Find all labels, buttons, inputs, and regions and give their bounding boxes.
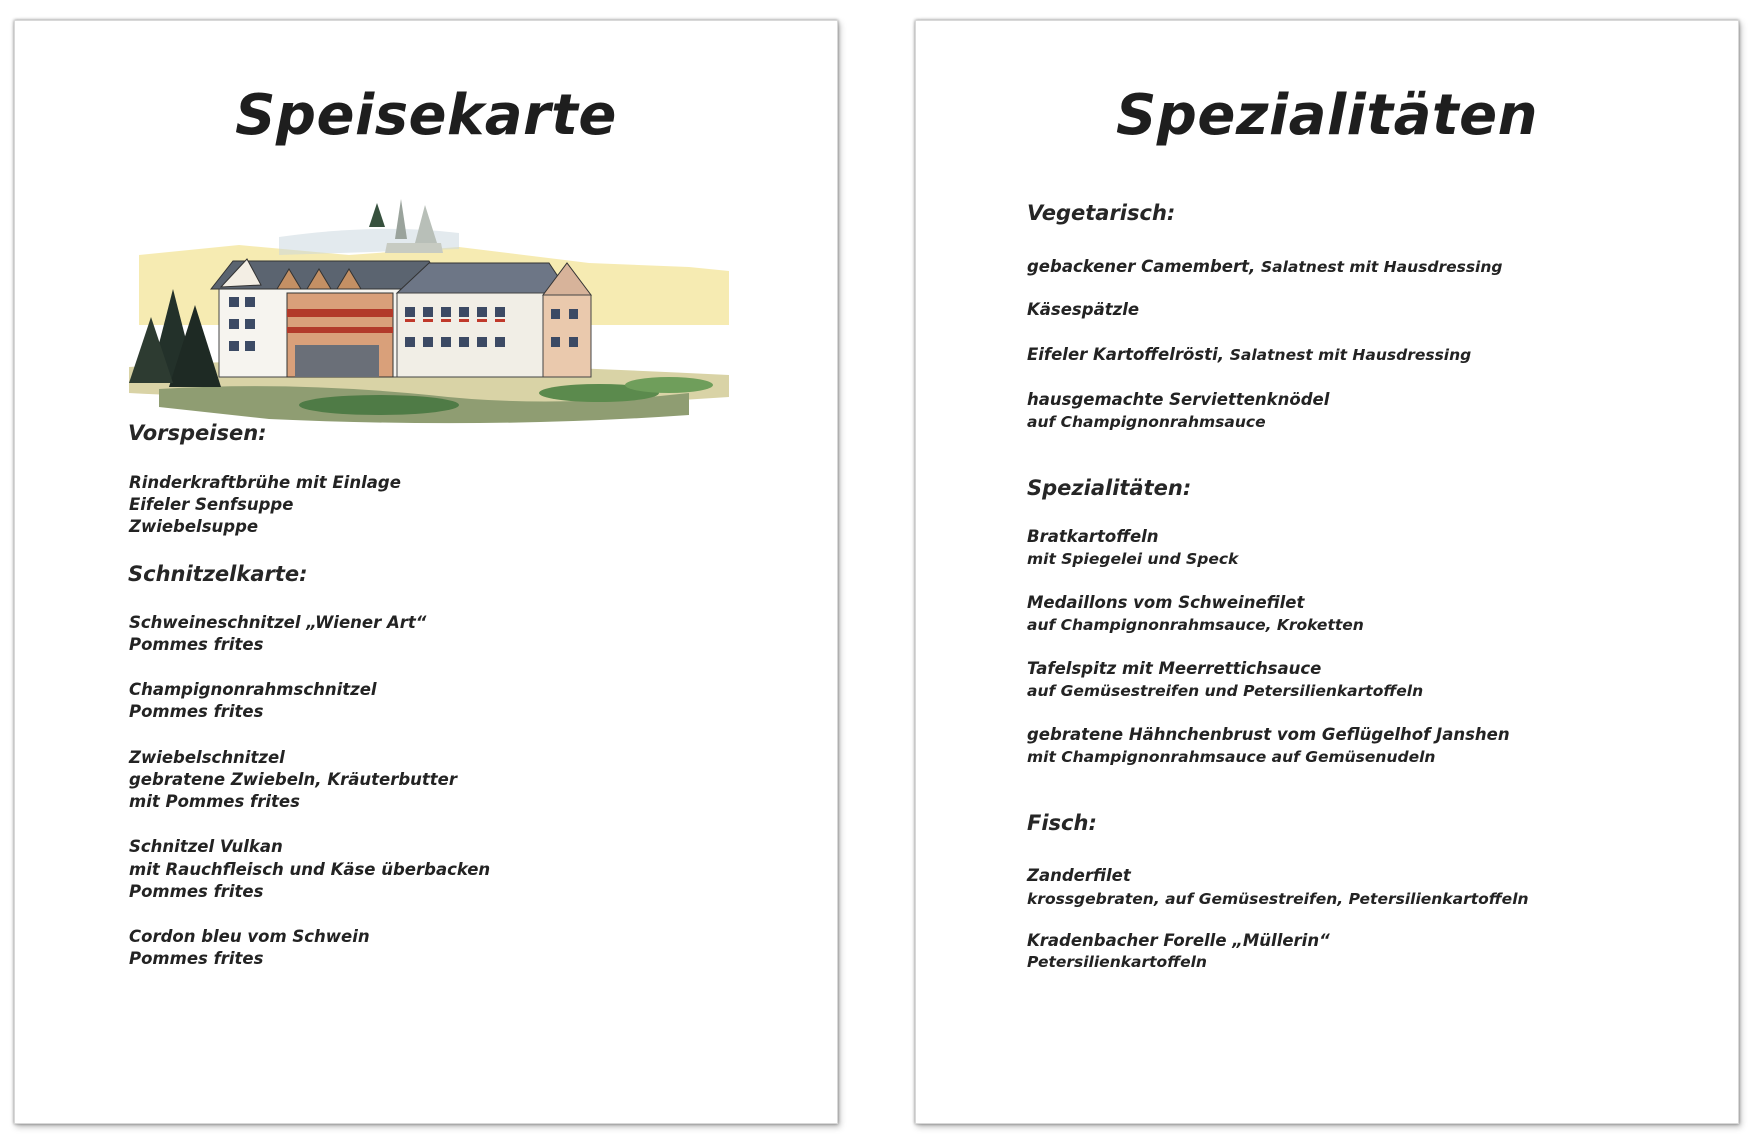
menu-item-name: Medaillons vom Schweinefilet — [1027, 593, 1305, 612]
menu-item-sub: krossgebraten, auf Gemüsestreifen, Petersilienkartoffeln — [1027, 890, 1529, 908]
menu-item-line: gebratene Zwiebeln, Kräuterbutter — [129, 770, 457, 789]
menu-item — [1027, 257, 1503, 276]
section-heading-vegetarisch: Vegetarisch: — [1027, 201, 1176, 225]
menu-item-detail: Salatnest mit Hausdressing — [1261, 258, 1503, 276]
menu-item-line: mit Rauchfleisch und Käse überbacken — [129, 860, 491, 879]
menu-item-line: Zwiebelschnitzel — [129, 748, 285, 767]
menu-item-name: Käsespätzle — [1027, 300, 1140, 319]
menu-item-sub: mit Spiegelei und Speck — [1027, 550, 1239, 568]
menu-item-sub: Petersilienkartoffeln — [1027, 953, 1207, 971]
menu-page-speisekarte — [14, 20, 838, 1124]
section-heading-schnitzelkarte: Schnitzelkarte: — [128, 562, 308, 586]
menu-item-line: Pommes frites — [129, 702, 264, 721]
page-title: Speisekarte — [235, 83, 617, 148]
menu-item-name: gebackener Camembert, — [1027, 257, 1256, 276]
hotel-sketch-image — [129, 197, 741, 433]
menu-item — [1027, 345, 1471, 364]
menu-item-line: Schweineschnitzel „Wiener Art“ — [129, 613, 427, 632]
menu-item-sub: mit Champignonrahmsauce auf Gemüsenudeln — [1027, 748, 1436, 766]
menu-item-line: Rinderkraftbrühe mit Einlage — [129, 473, 401, 492]
menu-item-name: Bratkartoffeln — [1027, 527, 1159, 546]
menu-item-name: Kradenbacher Forelle „Müllerin“ — [1027, 931, 1330, 950]
menu-item-line: Pommes frites — [129, 635, 264, 654]
menu-item-name: Zanderfilet — [1027, 866, 1131, 885]
menu-item-sub: auf Gemüsestreifen und Petersilienkartoffeln — [1027, 682, 1424, 700]
menu-item-name: gebratene Hähnchenbrust vom Geflügelhof Janshen — [1027, 725, 1510, 744]
menu-item-line: Champignonrahmschnitzel — [129, 680, 377, 699]
page-title: Spezialitäten — [1115, 83, 1539, 148]
section-heading-fisch: Fisch: — [1027, 811, 1097, 835]
menu-item-line: Cordon bleu vom Schwein — [129, 927, 370, 946]
menu-item-line: Eifeler Senfsuppe — [129, 495, 294, 514]
menu-item-name: hausgemachte Serviettenknödel — [1027, 390, 1330, 409]
menu-page-spezialitaeten — [915, 20, 1739, 1124]
section-heading-vorspeisen: Vorspeisen: — [128, 421, 267, 445]
menu-item-name: Eifeler Kartoffelrösti, — [1027, 345, 1224, 364]
menu-item-line: Zwiebelsuppe — [129, 517, 259, 536]
menu-item-sub: auf Champignonrahmsauce — [1027, 413, 1266, 431]
menu-item-line: mit Pommes frites — [129, 792, 300, 811]
menu-item-name: Tafelspitz mit Meerrettichsauce — [1027, 659, 1322, 678]
menu-item-line: Schnitzel Vulkan — [129, 837, 283, 856]
menu-item-sub: auf Champignonrahmsauce, Kroketten — [1027, 616, 1364, 634]
menu-item-line: Pommes frites — [129, 949, 264, 968]
section-heading-spezialitaeten: Spezialitäten: — [1027, 476, 1192, 500]
menu-item-detail: Salatnest mit Hausdressing — [1229, 346, 1472, 364]
menu-item-line: Pommes frites — [129, 882, 264, 901]
